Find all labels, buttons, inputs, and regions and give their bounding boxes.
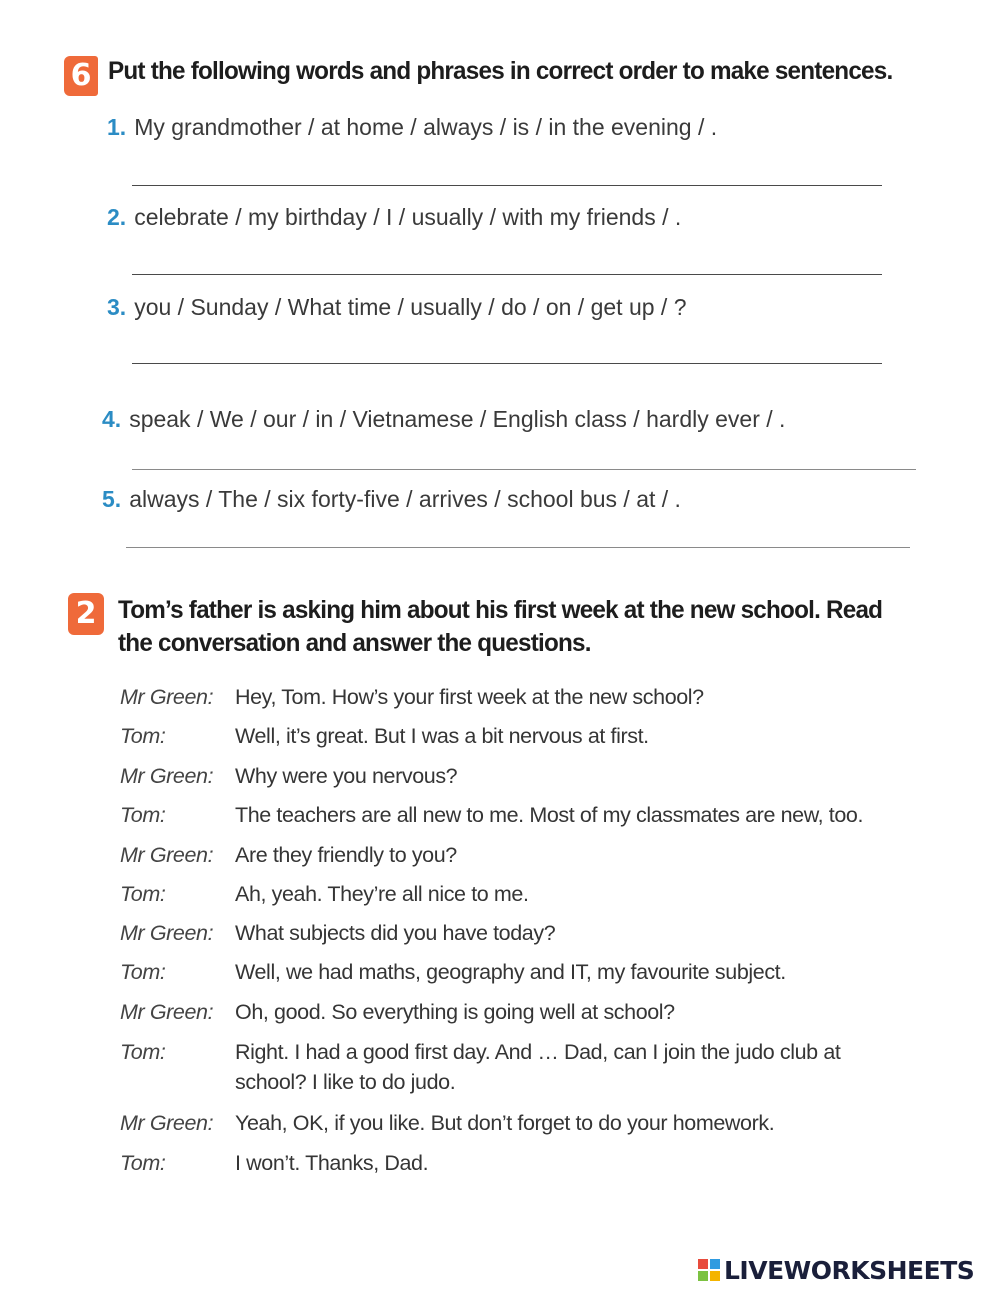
item-number: 4. [102, 406, 122, 432]
dialogue-text: Why were you nervous? [235, 764, 458, 788]
exercise-instruction [118, 594, 882, 660]
dialogue-text: I won’t. Thanks, Dad. [235, 1151, 429, 1175]
exercise-instruction: Put the following words and phrases in correct order to make sentences. [108, 57, 893, 85]
speaker-label: Mr Green: [120, 685, 214, 709]
dialogue-text: Yeah, OK, if you like. But don’t forget to do your homework. [235, 1111, 775, 1135]
item-text: My grandmother / at home / always / is / in the evening / . [134, 114, 718, 140]
item-number: 1. [107, 114, 127, 140]
sentence-item-5 [102, 486, 681, 513]
instruction-line-1: Tom’s father is asking him about his first week at the new school. Read [118, 596, 883, 624]
speaker-label: Tom: [120, 960, 166, 984]
liveworksheets-logo-icon [698, 1259, 720, 1281]
answer-line-2[interactable] [132, 274, 882, 275]
sentence-item-1 [107, 114, 717, 141]
dialogue-text: Oh, good. So everything is going well at school? [235, 1000, 675, 1024]
speaker-label: Tom: [120, 803, 166, 827]
speaker-label: Mr Green: [120, 843, 214, 867]
instruction-line-2: the conversation and answer the questions. [118, 629, 591, 657]
speaker-label: Tom: [120, 882, 166, 906]
item-number: 2. [107, 204, 127, 230]
speaker-label: Mr Green: [120, 764, 214, 788]
dialogue-text: Right. I had a good first day. And … Dad, can I join the judo club at school? I like to do judo. [235, 1040, 841, 1094]
item-number: 3. [107, 294, 127, 320]
logo-text: LIVEWORKSHEETS [724, 1255, 975, 1285]
item-text: celebrate / my birthday / I / usually / with my friends / . [134, 204, 682, 230]
dialogue-text: Ah, yeah. They’re all nice to me. [235, 882, 529, 906]
speaker-label: Mr Green: [120, 921, 214, 945]
answer-line-4[interactable] [132, 469, 916, 470]
exercise-number-badge: 6 [64, 56, 98, 96]
dialogue-text: The teachers are all new to me. Most of my classmates are new, too. [235, 803, 864, 827]
sentence-item-4 [102, 406, 785, 433]
item-text: speak / We / our / in / Vietnamese / English class / hardly ever / . [129, 406, 786, 432]
speaker-label: Tom: [120, 1151, 166, 1175]
exercise-number-badge: 2 [68, 593, 104, 635]
dialogue-text: Well, we had maths, geography and IT, my favourite subject. [235, 960, 786, 984]
answer-line-5[interactable] [126, 547, 910, 548]
item-text: always / The / six forty-five / arrives / school bus / at / . [129, 486, 681, 512]
sentence-item-2 [107, 204, 681, 231]
dialogue-text: Well, it’s great. But I was a bit nervous at first. [235, 724, 649, 748]
speaker-label: Tom: [120, 724, 166, 748]
dialogue-text: Hey, Tom. How’s your first week at the new school? [235, 685, 704, 709]
answer-line-1[interactable] [132, 185, 882, 186]
speaker-label: Tom: [120, 1040, 166, 1064]
dialogue-text: What subjects did you have today? [235, 921, 556, 945]
sentence-item-3 [107, 294, 687, 321]
item-number: 5. [102, 486, 122, 512]
answer-line-3[interactable] [132, 363, 882, 364]
dialogue-text: Are they friendly to you? [235, 843, 457, 867]
liveworksheets-logo[interactable] [698, 1255, 974, 1285]
speaker-label: Mr Green: [120, 1111, 214, 1135]
item-text: you / Sunday / What time / usually / do / on / get up / ? [134, 294, 687, 320]
speaker-label: Mr Green: [120, 1000, 214, 1024]
